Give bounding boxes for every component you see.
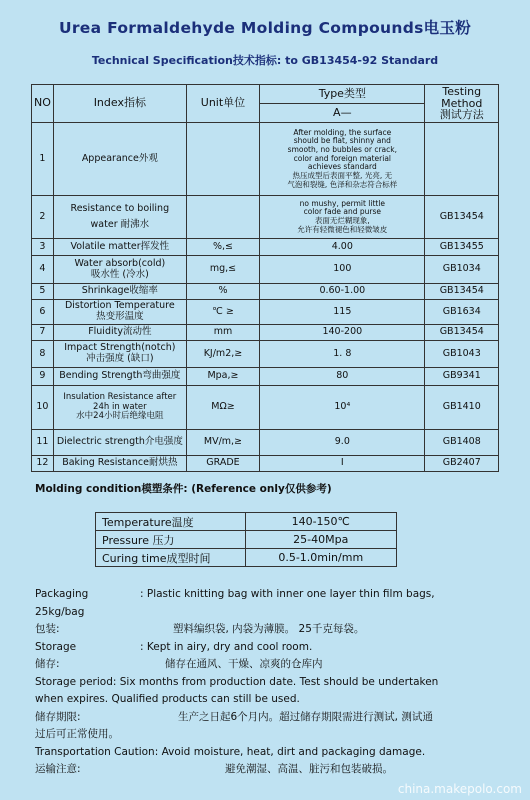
row-index-line: Resistance to boiling: [70, 202, 170, 214]
row-unit: %: [186, 284, 259, 300]
molding-label: Temperature温度: [96, 513, 246, 531]
storage-cn-text: 储存在通风、干燥、凉爽的仓库内: [165, 658, 323, 670]
row-unit: mm: [186, 325, 259, 341]
row-index-line: water 耐沸水: [90, 219, 150, 230]
molding-condition-heading: Molding condition模塑条件: (Reference only仅供参考): [35, 483, 332, 495]
row-index: Bending Strength弯曲强度: [53, 368, 186, 386]
header-type: Type类型: [260, 85, 425, 104]
molding-row: [96, 549, 397, 567]
molding-row: [96, 531, 397, 549]
row-no: 2: [32, 196, 54, 239]
storage-line: [35, 639, 505, 657]
watermark: china.makepolo.com: [397, 782, 522, 796]
row-method: GB1043: [425, 341, 499, 368]
header-type-a: A—: [260, 104, 425, 123]
packaging-cn-label: 包装:: [35, 623, 60, 635]
transport-text: Transportation Caution: Avoid moisture, heat, dirt and packaging damage.: [35, 745, 426, 758]
page-title: Urea Formaldehyde Molding Compounds电玉粉: [58, 19, 472, 37]
row-index: Fluidity流动性: [53, 325, 186, 341]
row-unit: Mpa,≥: [186, 368, 259, 386]
row-index-line: Impact Strength(notch): [64, 342, 176, 354]
packaging-line-2: [35, 604, 505, 622]
row-value-line: should be flat, shinny and: [293, 136, 391, 146]
storage-period-cn-line: [35, 709, 505, 727]
storage-period-text: Storage period: Six months from production date. Test should be undertaken: [35, 675, 439, 688]
table-row: [32, 239, 499, 256]
row-unit: MΩ≥: [186, 386, 259, 430]
row-index-line: 冲击强度 (缺口): [86, 353, 154, 364]
row-index: [53, 256, 186, 284]
row-method: GB13454: [425, 325, 499, 341]
row-index: [53, 196, 186, 239]
storage-label: Storage: [35, 640, 77, 653]
row-index: [53, 341, 186, 368]
table-row: [32, 196, 499, 239]
row-no: 9: [32, 368, 54, 386]
row-index: [53, 386, 186, 430]
molding-row: [96, 513, 397, 531]
row-method: [425, 123, 499, 196]
table-row: [32, 284, 499, 300]
row-unit: mg,≤: [186, 256, 259, 284]
row-unit: %,≤: [186, 239, 259, 256]
row-value: 1. 8: [260, 341, 425, 368]
row-value-line: 气泡和裂缝, 色泽和杂志符合标样: [287, 179, 398, 189]
row-value-line: 表面无烂糊现象,: [314, 216, 370, 225]
row-index-line: Distortion Temperature: [64, 300, 175, 312]
row-value: 10⁴: [260, 386, 425, 430]
row-value-line: color fade and purse: [303, 207, 382, 217]
storage-period-cn-label: 储存期限:: [35, 710, 81, 723]
row-value: 4.00: [260, 239, 425, 256]
molding-label: Curing time成型时间: [96, 549, 246, 567]
row-method: GB9341: [425, 368, 499, 386]
row-unit: MV/m,≥: [186, 430, 259, 456]
transport-line: [35, 744, 505, 762]
row-value: 140-200: [260, 325, 425, 341]
row-value-line: achieves standard: [307, 162, 377, 172]
row-method: GB13454: [425, 196, 499, 239]
row-index-line: 吸水性 (冷水): [90, 268, 149, 280]
row-unit: [186, 123, 259, 196]
row-value: 100: [260, 256, 425, 284]
header-no: NO: [32, 85, 54, 123]
packaging-cn-line: [35, 621, 505, 639]
info-section: [35, 586, 505, 779]
row-index-line: Insulation Resistance after: [63, 391, 177, 402]
row-method: GB1034: [425, 256, 499, 284]
row-method: GB2407: [425, 456, 499, 472]
row-value-line: 允许有轻微褪色和轻微皱皮: [297, 224, 388, 234]
row-index-line: 热变形温度: [96, 311, 144, 322]
row-unit: [186, 196, 259, 239]
storage-period-cn-text: 生产之日起6个月内。超过储存期限需进行测试, 测试通: [178, 710, 433, 723]
row-value: [260, 123, 425, 196]
row-index-line: 水中24小时后绝缘电阻: [76, 411, 164, 422]
transport-cn-label: 运输注意:: [35, 763, 81, 775]
packaging-label: Packaging: [35, 588, 89, 600]
row-index-line: 24h in water: [93, 401, 147, 412]
row-index: Shrinkage收缩率: [53, 284, 186, 300]
page-subtitle: Technical Specification技术指标: to GB13454-92 Standard: [91, 54, 439, 67]
row-value-line: color and foreign material: [293, 153, 392, 163]
table-row: [32, 256, 499, 284]
row-value: 115: [260, 300, 425, 325]
row-no: 5: [32, 284, 54, 300]
storage-cn-label: 储存:: [35, 658, 60, 670]
table-row: [32, 341, 499, 368]
row-value: 9.0: [260, 430, 425, 456]
table-row: [32, 368, 499, 386]
storage-text: : Kept in airy, dry and cool room.: [140, 640, 313, 653]
row-index: Volatile matter挥发性: [53, 239, 186, 256]
row-no: 6: [32, 300, 54, 325]
row-index-line: Water absorb(cold): [74, 257, 166, 269]
storage-period-text-2: when expires. Qualified products can still be used.: [35, 693, 300, 705]
row-index: Baking Resistance耐烘热: [53, 456, 186, 472]
packaging-text: : Plastic knitting bag with inner one layer thin film bags,: [140, 588, 435, 600]
header-index: Index指标: [53, 85, 186, 123]
transport-cn-text: 避免潮湿、高温、脏污和包装破损。: [225, 763, 393, 775]
transport-cn-line: [35, 761, 505, 779]
header-testing: Testing: [442, 85, 482, 99]
row-no: 10: [32, 386, 54, 430]
row-value: [260, 196, 425, 239]
packaging-text-2: 25kg/bag: [35, 605, 85, 618]
storage-period-cn-text-2: 过后可正常使用。: [35, 728, 119, 740]
row-unit: GRADE: [186, 456, 259, 472]
row-no: 7: [32, 325, 54, 341]
molding-value: 140-150℃: [245, 513, 396, 531]
header-method: Method: [441, 96, 483, 110]
row-index: [53, 300, 186, 325]
molding-table: [95, 512, 397, 567]
row-index: Appearance外观: [53, 123, 186, 196]
molding-value: 0.5-1.0min/mm: [245, 549, 396, 567]
row-method: GB1408: [425, 430, 499, 456]
storage-period-cn-line-2: [35, 726, 505, 744]
row-value-line: smooth, no bubbles or crack,: [287, 145, 397, 155]
row-value-line: 热压成型后表面平整, 光亮, 无: [292, 170, 393, 180]
row-unit: KJ/m2,≥: [186, 341, 259, 368]
table-row: [32, 123, 499, 196]
row-value-line: After molding, the surface: [293, 127, 392, 137]
row-method: GB1410: [425, 386, 499, 430]
molding-label: Pressure 压力: [96, 531, 246, 549]
row-no: 1: [32, 123, 54, 196]
storage-period-line-2: [35, 691, 505, 709]
row-unit: ℃ ≥: [186, 300, 259, 325]
header-testing-method: [425, 85, 499, 123]
row-method: GB1634: [425, 300, 499, 325]
packaging-line: [35, 586, 505, 604]
header-unit: Unit单位: [186, 85, 259, 123]
row-value: 0.60-1.00: [260, 284, 425, 300]
row-method: GB13454: [425, 284, 499, 300]
table-row: [32, 386, 499, 430]
table-row: [32, 430, 499, 456]
row-method: GB13455: [425, 239, 499, 256]
packaging-cn-text: 塑料编织袋, 内袋为薄膜。 25千克每袋。: [173, 623, 365, 635]
spec-table: [31, 84, 499, 472]
row-value-line: no mushy, permit little: [299, 198, 386, 208]
storage-cn-line: [35, 656, 505, 674]
row-no: 11: [32, 430, 54, 456]
storage-period-line: [35, 674, 505, 692]
row-no: 12: [32, 456, 54, 472]
molding-value: 25-40Mpa: [245, 531, 396, 549]
row-no: 4: [32, 256, 54, 284]
row-no: 3: [32, 239, 54, 256]
table-row: [32, 300, 499, 325]
row-value: I: [260, 456, 425, 472]
table-row: [32, 456, 499, 472]
row-value: 80: [260, 368, 425, 386]
row-index: Dielectric strength介电强度: [53, 430, 186, 456]
header-method-cn: 测试方法: [439, 108, 484, 122]
table-row: [32, 325, 499, 341]
row-no: 8: [32, 341, 54, 368]
